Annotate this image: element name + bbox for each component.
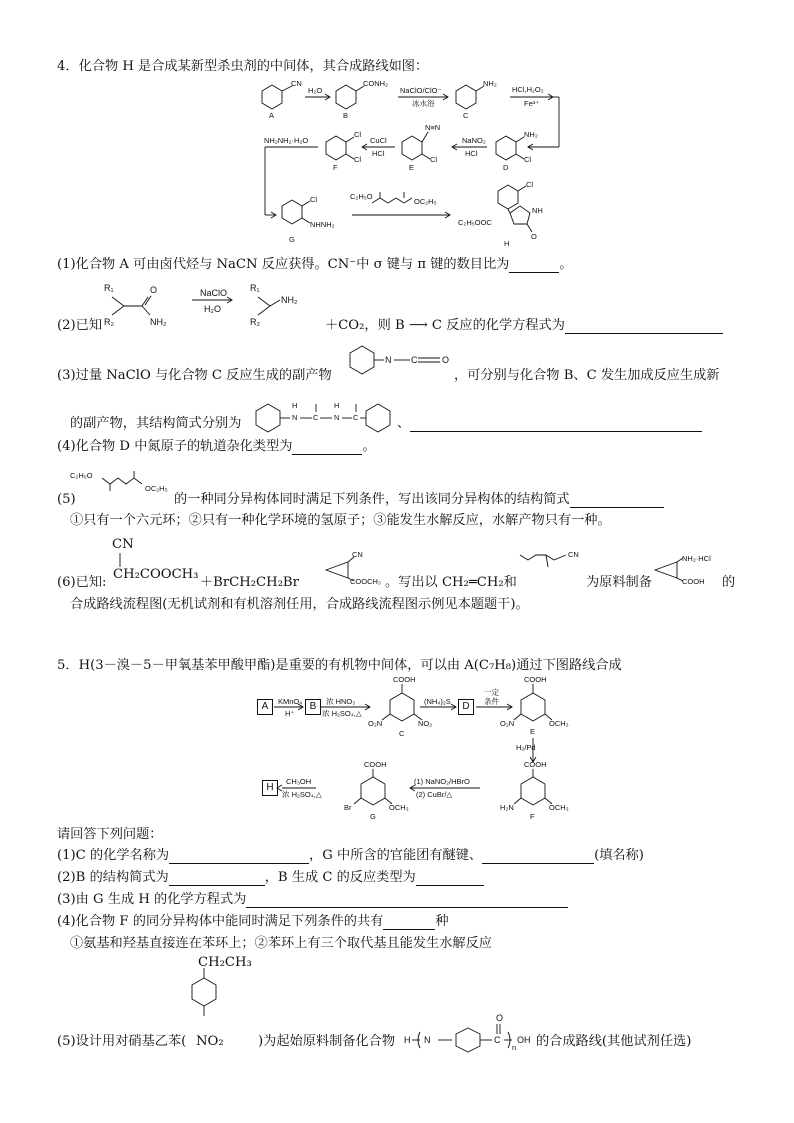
q5-box-A: A [257,699,273,715]
q5-box-H: H [262,780,278,796]
q4-part1: (1)化合物 A 可由卤代烃与 NaCN 反应获得。CN⁻中 σ 键与 π 键的数目比为 。 [57,257,573,272]
q5-p5-c: C [494,1035,501,1045]
q4-H-nh: NH [532,206,543,215]
q4-r4-bottom: HCl [465,149,478,158]
q5-E-label: E [530,727,536,736]
q4-p6-chain: CH₂COOCH₃ [113,567,199,582]
q5-C-no2l: O₂N [368,719,383,728]
q4-H-cl: Cl [526,180,534,189]
q4-F-label: F [333,163,338,172]
q5-r4-bottom: 条件 [484,697,499,706]
answer-blank[interactable] [570,495,664,508]
answer-blank[interactable] [383,917,435,930]
q5-C-no2r: NO₂ [418,719,433,728]
q4-r5-top: CuCl [370,136,387,145]
q4-r1-reagent: H₂O [308,86,323,95]
q5-ask: 请回答下列问题： [57,827,163,842]
q4-p3-o: O [442,355,450,365]
q5-part4: (4)化合物 F 的同分异构体中能同时满足下列条件的共有 种 [57,914,449,929]
q4-H-o: O [531,232,537,241]
q4-r2-top: NaClO/ClO⁻ [400,86,442,95]
q4-p6-prod-ester: COOCH₃ [350,577,381,586]
q4-G-label: G [289,235,295,244]
q5-part4-conditions: ①氨基和羟基直接连在苯环上；②苯环上有三个取代基且能发生水解反应 [70,936,492,951]
q5-part3: (3)由 G 生成 H 的化学方程式为 [57,892,568,908]
q4-p2-nh2b: NH₂ [281,295,298,305]
q5-p5-no2: NO₂ [196,1034,224,1049]
q4-G-sub: NHNH₂ [310,220,335,229]
q5-r7-top: CH₃OH [286,777,312,786]
q5-E-no2: O₂N [500,719,515,728]
q4-A-label: A [269,111,275,120]
q5-intro: 5．H(3－溴－5－甲氧基苯甲酸甲酯)是重要的有机物中间体，可以由 A(C₇H₈)通过下图路线合成 [57,658,622,673]
q4-F-cl2: Cl [354,155,362,164]
answer-blank[interactable] [410,419,702,432]
q5-r5: H₂/Pd [516,743,536,752]
q4-E-cl: Cl [430,155,438,164]
q4-p2-r2: R₂ [104,317,114,327]
q4-H-ester: C₂H₅OOC [458,218,492,227]
q4-p3-n1: N [292,413,298,422]
q4-r7-right: OC₂H₅ [414,197,437,206]
q4-part6-end: 的 [722,575,736,590]
q4-part3-line2: 的副产物，其结构简式分别为 [70,416,242,431]
q5-r1-bottom: H⁺ [285,709,295,718]
q4-part2-text: ＋CO₂，则 B ⟶ C 反应的化学方程式为 [325,318,723,334]
answer-blank[interactable] [292,442,362,455]
q4-p6-cn2: CN [568,550,579,559]
q5-C-cooh: COOH [393,675,416,684]
q4-p3-n: N [385,355,392,365]
q5-G-cooh: COOH [364,760,387,769]
q4-H-label: H [504,239,510,248]
q4-C-label: C [463,111,469,120]
q4-p6-target-cooh: COOH [682,577,705,586]
q5-r6-top: (1) NaNO₂/HBrO [414,777,470,786]
q5-r6-bottom: (2) CuBr/△ [416,790,453,799]
q5-p5-o: O [496,1013,504,1023]
q4-part5-num: (5) [57,492,76,507]
q4-part6-line2: 合成路线流程图(无机试剂和有机溶剂任用，合成路线流程图示例见本题题干)。 [70,597,529,612]
q4-part5-conditions: ①只有一个六元环；②只有一种化学环境的氢原子；③能发生水解反应，水解产物只有一种。 [70,513,611,528]
q4-part6-pre: (6)已知: [57,575,107,590]
q4-p3-h2: H [334,401,340,410]
q5-F-cooh: COOH [524,760,547,769]
q4-p2-r2b: R₂ [250,317,260,327]
answer-blank[interactable] [169,873,265,886]
q4-p6-target-nh2: NH₂·HCl [682,554,711,563]
q4-F-cl1: Cl [354,130,362,139]
q4-D-label: D [503,163,509,172]
q5-part5-b: )为起始原料制备化合物 [258,1034,396,1049]
q4-r4-top: NaNO₂ [462,136,486,145]
q5-box-D: D [458,699,474,715]
q5-box-B: B [305,699,321,715]
q5-F-label: F [530,812,535,821]
q5-r3-top: (NH₄)₂S [424,697,451,706]
q4-part3-sep: 、 [397,416,702,432]
q4-p5-right: OC₂H₅ [145,484,168,493]
q5-C-label: C [399,729,405,738]
q4-F-reagent: NH₂NH₂·H₂O [264,136,309,145]
q4-C-sub: NH₂ [483,79,497,88]
q4-part2-label: (2)已知 [57,318,103,333]
q4-D-cl: Cl [524,155,532,164]
q4-part3-line1: (3)过量 NaClO 与化合物 C 反应生成的副产物 [57,368,332,383]
q5-part5-a: (5)设计用对硝基乙苯( [57,1034,187,1049]
answer-blank[interactable] [246,895,568,908]
q4-p3-c: C [411,355,418,365]
q4-p3-h1: H [292,401,298,410]
q5-G-br: Br [344,803,352,812]
q5-E-och3: OCH₃ [549,719,569,728]
q4-p2-r1b: R₁ [250,283,260,293]
q4-r2-bottom: 冰水浴 [412,99,435,108]
q5-r2-top: 浓 HNO₃ [326,697,356,706]
q5-G-label: G [370,812,376,821]
q5-part5-end: 的合成路线(其他试剂任选) [536,1034,692,1049]
q4-p3-c2: C [353,413,359,422]
q4-A-cn: CN [291,79,302,88]
q4-r3-top: HCl,H₂O₂ [512,85,544,94]
q4-p5-left: C₂H₅O [70,471,93,480]
q4-E-label: E [409,163,415,172]
q4-B-sub: CONH₂ [363,79,388,88]
q4-p2-top: NaClO [200,288,228,298]
q4-p3-c1: C [313,413,319,422]
q4-B-label: B [343,111,349,120]
q5-p5-h: H [404,1035,411,1045]
q5-E-cooh: COOH [524,675,547,684]
answer-blank[interactable] [482,851,594,864]
q4-E-sub: N≡N [425,123,441,132]
q4-p6-prod-cn: CN [352,550,363,559]
q4-D-nh2: NH₂ [524,130,538,139]
q5-r7-bottom: 浓 H₂SO₄,△ [282,790,322,799]
q4-p6-plus: ＋BrCH₂CH₂Br [200,575,299,590]
q4-r7-left: C₂H₅O [350,192,373,201]
q5-p5-n-sub: n [512,1043,517,1052]
q4-p2-o: O [150,285,158,295]
q5-p5-n: N [424,1035,431,1045]
q4-p2-r1: R₁ [104,283,114,293]
q4-intro: 4．化合物 H 是合成某新型杀虫剂的中间体，其合成路线如图： [57,59,429,74]
q4-p6-cn: CN [112,537,134,552]
q4-part4: (4)化合物 D 中氮原子的轨道杂化类型为 。 [57,439,376,454]
q4-G-cl: Cl [310,195,318,204]
q5-p5-oh: OH [517,1035,531,1045]
q5-F-nh2: H₂N [500,803,514,812]
answer-blank[interactable] [565,321,723,334]
q5-G-och3: OCH₃ [389,803,409,812]
q4-part6-mid2: 为原料制备 [586,575,652,590]
q4-r3-bottom: Fe³⁺ [524,99,540,108]
q5-part2: (2)B 的结构简式为 ，B 生成 C 的反应类型为 [57,870,484,886]
q5-F-och3: OCH₃ [549,803,569,812]
q5-r4-top: 一定 [484,688,499,697]
answer-blank[interactable] [509,260,559,273]
q5-p5-ethyl: CH₂CH₃ [198,955,252,970]
q4-p2-bottom: H₂O [204,304,221,314]
q4-p2-nh2: NH₂ [150,317,167,327]
answer-blank[interactable] [416,873,484,886]
q4-r5-bottom: HCl [372,149,385,158]
q4-part6-mid: 。写出以 CH₂═CH₂和 [385,575,517,590]
q5-r1-top: KMnO₄ [278,697,303,706]
q5-part1: (1)C 的化学名称为 ，G 中所含的官能团有醚键、 (填名称) [57,848,644,863]
q4-part5-text: 的一种同分异构体同时满足下列条件，写出该同分异构体的结构简式 [174,492,664,508]
q4-part3-line1-post: ，可分别与化合物 B、C 发生加成反应生成新 [454,368,720,383]
q5-r2-bottom: 浓 H₂SO₄,△ [322,709,362,718]
answer-blank[interactable] [169,851,309,864]
q4-p3-n2: N [334,413,340,422]
